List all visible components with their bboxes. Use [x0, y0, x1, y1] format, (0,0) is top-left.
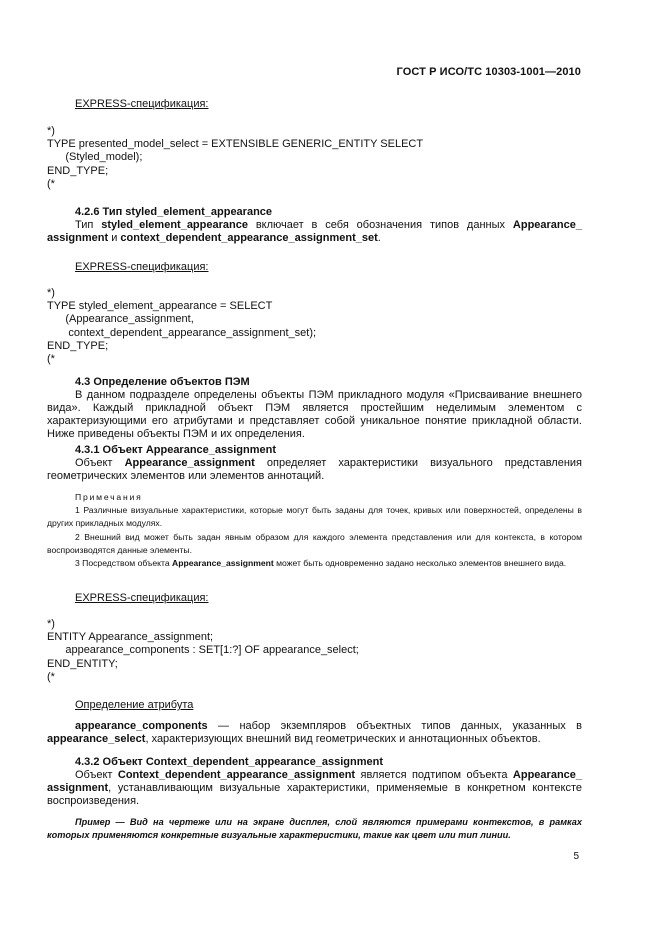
term: appearance_select	[47, 733, 146, 745]
text-run: Объект	[75, 457, 125, 469]
code-line: (Styled_model);	[47, 151, 143, 164]
section-4-3-2	[47, 756, 582, 808]
text-run: и	[108, 232, 121, 244]
text-run: Тип	[75, 219, 102, 231]
code-line: END_TYPE;	[47, 339, 109, 352]
code-line: context_dependent_appearance_assignment_set);	[47, 326, 317, 339]
express-spec-label-1	[47, 98, 582, 111]
code-line: END_ENTITY;	[47, 657, 118, 670]
code-line: (*	[47, 353, 55, 366]
code-block-2	[47, 287, 587, 366]
code-line: *)	[47, 618, 55, 630]
note-item	[47, 557, 582, 570]
section-4-2-6	[47, 206, 582, 245]
express-spec-label-2	[47, 261, 582, 274]
term: styled_element_appearance	[101, 219, 248, 231]
code-line: TYPE styled_element_appearance = SELECT	[47, 300, 273, 313]
term: Appearance_assignment	[172, 558, 274, 569]
section-title: 4.2.6 Тип styled_element_appearance	[75, 206, 273, 218]
code-block-3	[47, 618, 587, 684]
text-run: включает в себя обозначения типов данных	[247, 219, 513, 231]
page-number: 5	[573, 851, 579, 862]
note-item: 2 Внешний вид может быть задан явным образом для каждого элемента представления или для контекста, в котором воспроизводятся данные элементы.	[47, 531, 582, 555]
section-title: 4.3.1 Объект Appearance_assignment	[75, 444, 277, 456]
code-line: appearance_components : SET[1:?] OF appearance_select;	[47, 644, 359, 657]
term: Appearance_ assignment	[47, 219, 582, 244]
text-run: может быть одновременно задано несколько элементов внешнего вида.	[273, 558, 567, 569]
term: appearance_components	[75, 720, 208, 732]
section-paragraph: В данном подразделе определены объекты ПЭМ прикладного модуля «Присваивание внешнего вида». Каждый прикладной объект ПЭМ является простейшим неделимым элементом с характеризующими его атрибутами и представляет собой уникальное понятие прикладной области. Ниже приведены объекты ПЭМ и их определения.	[47, 389, 582, 440]
section-title: 4.3 Определение объектов ПЭМ	[75, 376, 250, 388]
code-line: *)	[47, 125, 55, 137]
express-spec-label: EXPRESS-спецификация:	[75, 592, 209, 604]
example-text: Пример — Вид на чертеже или на экране дисплея, слой являются примерами контекстов, в рамках которых применяются конкретные визуальные характеристики, такие как цвет или тип линии.	[47, 817, 582, 840]
code-line: (*	[47, 670, 55, 683]
express-spec-label-3	[47, 592, 582, 605]
text-run: является подтипом объекта	[355, 769, 513, 781]
text-run: .	[377, 232, 381, 244]
text-run: Объект	[75, 769, 118, 781]
code-block-1	[47, 125, 587, 191]
section-paragraph	[47, 769, 582, 808]
code-line: TYPE presented_model_select = EXTENSIBLE GENERIC_ENTITY SELECT	[47, 138, 424, 151]
term: Appearance_ assignment	[47, 769, 583, 794]
attribute-definition	[47, 720, 582, 746]
code-line: (*	[47, 177, 55, 190]
text-run: , устанавливающим визуальные характеристики, применяемые в конкретном контексте воспроизведения.	[47, 782, 582, 807]
section-title: 4.3.2 Объект Context_dependent_appearance_assignment	[75, 756, 383, 768]
term: context_dependent_appearance_assignment_set	[120, 232, 378, 244]
attribute-paragraph	[47, 720, 582, 746]
notes-heading: Примечания	[75, 492, 143, 502]
attribute-definition-label	[47, 699, 582, 712]
section-4-3	[47, 376, 582, 441]
text-run: 3 Посредством объекта	[75, 558, 173, 569]
text-run: — набор экземпляров объектных типов данных, указанных в	[207, 720, 582, 732]
express-spec-label: EXPRESS-спецификация:	[75, 98, 209, 110]
notes-block	[47, 491, 582, 570]
express-spec-label: EXPRESS-спецификация:	[75, 261, 209, 273]
section-4-3-1	[47, 444, 582, 483]
section-paragraph	[47, 219, 582, 245]
attribute-definition-heading: Определение атрибута	[75, 699, 194, 711]
text-run: определяет характеристики визуального представления геометрических элементов или элементов аннотаций.	[47, 457, 582, 482]
section-paragraph	[47, 457, 582, 483]
note-item: 1 Различные визуальные характеристики, которые могут быть заданы для точек, кривых или поверхностей, определены в других прикладных модулях.	[47, 505, 582, 529]
code-line: END_TYPE;	[47, 164, 109, 177]
standard-header: ГОСТ Р ИСО/ТС 10303-1001—2010	[396, 66, 581, 78]
code-line: ENTITY Appearance_assignment;	[47, 631, 214, 644]
term: Appearance_assignment	[124, 457, 255, 469]
term: Context_dependent_appearance_assignment	[117, 769, 356, 781]
text-run: , характеризующих внешний вид геометрических и аннотационных объектов.	[145, 733, 541, 745]
code-line: (Appearance_assignment,	[47, 313, 194, 326]
code-line: *)	[47, 287, 55, 299]
example-block	[47, 816, 582, 841]
